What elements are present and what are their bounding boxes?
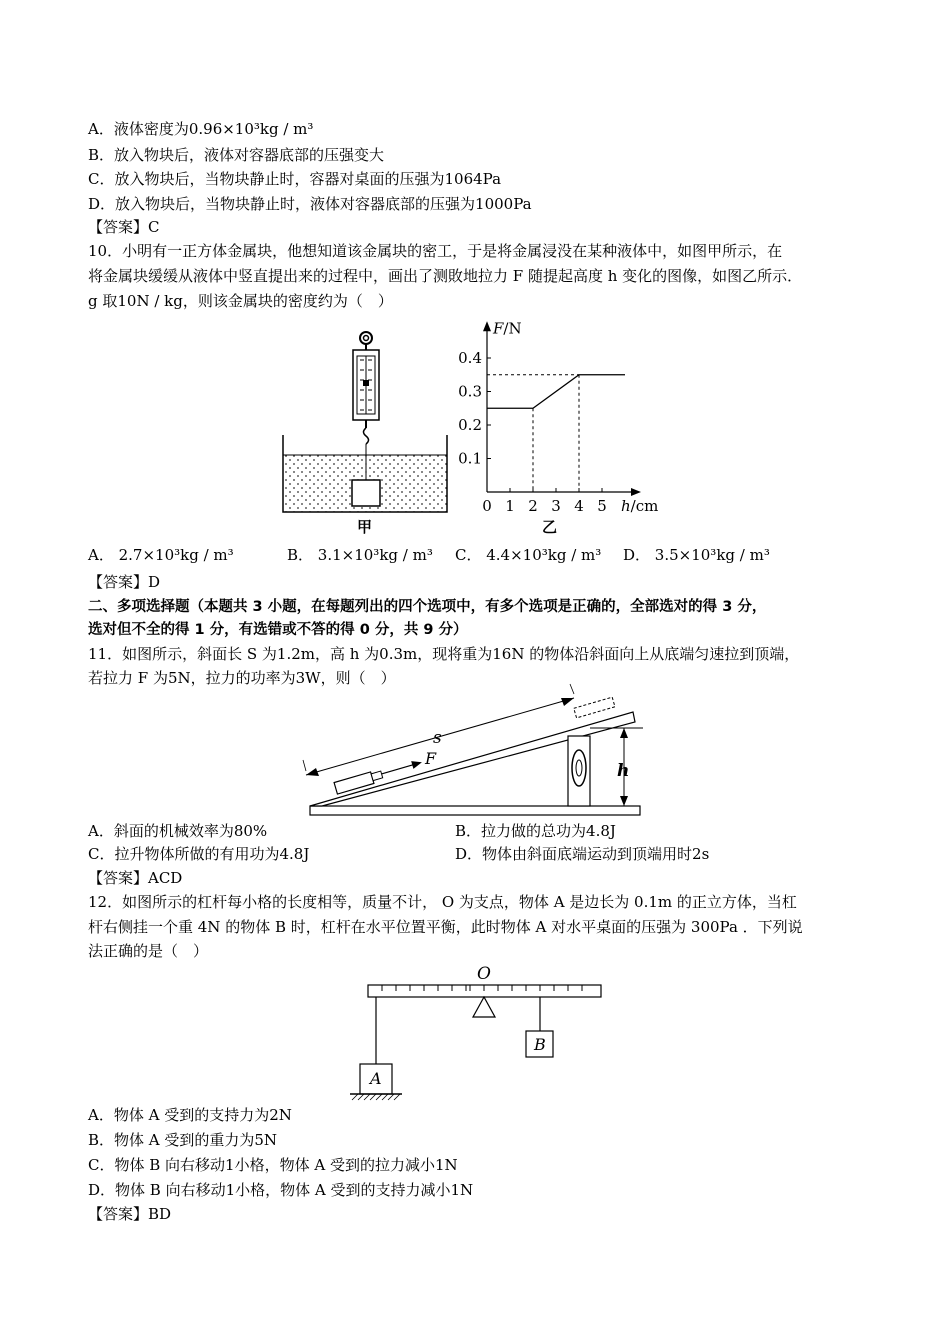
q11-figure-incline (298, 688, 648, 818)
q10-figure-left-label: 甲 (357, 518, 373, 536)
q11-figure-s-label: s (433, 728, 442, 748)
q10-option-d: D． 3.5×10³kg / m³ (623, 546, 770, 564)
y-tick-label: 0.4 (458, 349, 482, 367)
q10-option-a: A． 2.7×10³kg / m³ (88, 546, 234, 564)
q10-stem-line1: 10．小明有一正方体金属块，他想知道该金属块的密工，于是将金属浸没在某种液体中，如图甲所示，在 (88, 242, 783, 260)
q12-figure-o-label: O (477, 964, 491, 984)
q12-stem-line1: 12．如图所示的杠杆每小格的长度相等，质量不计， O 为支点，物体 A 是边长为 0.1m 的正立方体，当杠 (88, 893, 797, 911)
q10-chart (455, 316, 685, 516)
q11-answer: 【答案】ACD (88, 869, 183, 887)
x-tick-label: 2 (528, 497, 538, 515)
q12-figure-b-label: B (534, 1035, 546, 1054)
q11-figure-f-label: F (425, 749, 437, 768)
q10-figure-right-label: 乙 (542, 518, 558, 536)
q10-option-c: C． 4.4×10³kg / m³ (455, 546, 602, 564)
series-line (487, 375, 625, 409)
q11-figure-h-label: h (617, 761, 630, 781)
q12-stem-line3: 法正确的是（ ） (88, 942, 209, 960)
section2-heading-line2: 选对但不全的得 1 分，有选错或不答的得 0 分，共 9 分） (88, 622, 468, 638)
x-axis-label: h/cm (621, 497, 659, 515)
x-tick-label: 1 (505, 497, 515, 515)
section2-heading-line1: 二、多项选择题（本题共 3 小题，在每题列出的四个选项中，有多个选项是正确的，全部选对的得 3 分， (88, 599, 767, 615)
x-tick-label: 0 (482, 497, 492, 515)
q11-option-d: D．物体由斜面底端运动到顶端用时2s (455, 845, 710, 863)
y-tick-label: 0.2 (458, 416, 482, 434)
q12-stem-line2: 杆右侧挂一个重 4N 的物体 B 时，杠杆在水平位置平衡，此时物体 A 对水平桌面的压强为 300Pa ．下列说 (88, 918, 803, 936)
q9-option-c: C．放入物块后，当物块静止时，容器对桌面的压强为1064Pa (88, 170, 502, 188)
q11-option-c: C．拉升物体所做的有用功为4.8J (88, 845, 310, 863)
q10-stem-line2: 将金属块缓缓从液体中竖直提出来的过程中，画出了测敗地拉力 F 随提起高度 h 变化的图像，如图乙所示． (88, 267, 803, 285)
q9-option-b: B．放入物块后，液体对容器底部的压强变大 (88, 146, 385, 164)
q12-figure-a-label: A (370, 1069, 382, 1088)
q12-option-a: A．物体 A 受到的支持力为2N (88, 1106, 292, 1124)
q10-option-b: B． 3.1×10³kg / m³ (287, 546, 433, 564)
y-tick-label: 0.3 (458, 382, 482, 401)
q11-stem-line2: 若拉力 F 为5N，拉力的功率为3W，则（ ） (88, 669, 396, 687)
q11-option-b: B．拉力做的总功为4.8J (455, 822, 616, 840)
q10-figure-spring-scale (280, 330, 450, 540)
q10-answer: 【答案】D (88, 573, 161, 591)
y-axis-arrow (483, 321, 491, 331)
q9-option-a: A．液体密度为0.96×10³kg / m³ (88, 120, 314, 138)
x-tick-label: 3 (551, 497, 561, 515)
q9-answer: 【答案】C (88, 218, 160, 236)
x-tick-label: 5 (597, 497, 607, 515)
q12-option-d: D．物体 B 向右移动1小格，物体 A 受到的支持力减小1N (88, 1181, 474, 1199)
q11-option-a: A．斜面的机械效率为80% (88, 822, 268, 840)
q12-option-b: B．物体 A 受到的重力为5N (88, 1131, 278, 1149)
y-axis-label: F/N (493, 319, 522, 338)
q12-answer: 【答案】BD (88, 1205, 172, 1223)
x-axis-arrow (631, 488, 641, 496)
q11-stem-line1: 11．如图所示，斜面长 S 为1.2m，高 h 为0.3m，现将重为16N 的物体沿斜面向上从底端匀速拉到顶端， (88, 645, 800, 663)
x-tick-label: 4 (574, 497, 584, 515)
q12-option-c: C．物体 B 向右移动1小格，物体 A 受到的拉力减小1N (88, 1156, 458, 1174)
q10-stem-line3: g 取10N / kg，则该金属块的密度约为（ ） (88, 292, 393, 310)
y-tick-label: 0.1 (458, 449, 482, 468)
q9-option-d: D．放入物块后，当物块静止时，液体对容器底部的压强为1000Pa (88, 195, 532, 213)
